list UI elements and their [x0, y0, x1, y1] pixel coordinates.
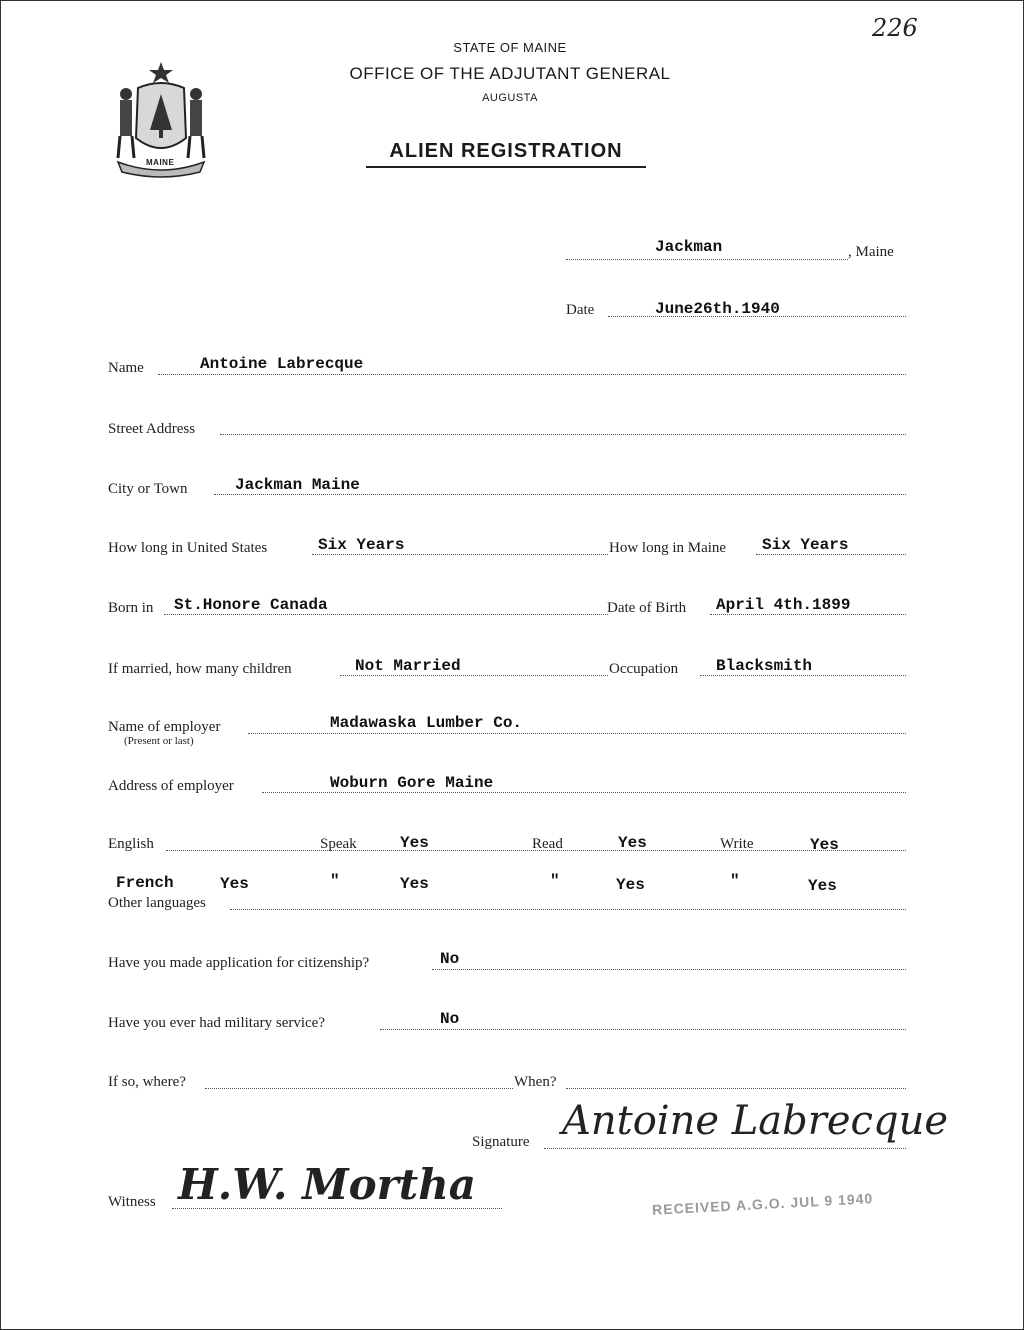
military-value: No	[440, 1010, 460, 1028]
citizenship-line	[432, 969, 906, 970]
name-line	[158, 374, 906, 375]
employer-label: Name of employer	[108, 719, 221, 735]
when-line	[566, 1088, 906, 1089]
citizenship-label: Have you made application for citizenship?	[108, 955, 370, 971]
name-value: Antoine Labrecque	[200, 355, 364, 373]
header-state: STATE OF MAINE	[453, 40, 567, 55]
where-line	[205, 1088, 513, 1089]
how-long-maine-line	[756, 554, 906, 555]
signature-line	[544, 1148, 906, 1149]
occupation-label: Occupation	[609, 661, 679, 677]
children-value: Not Married	[355, 657, 461, 675]
employer-line	[248, 733, 906, 734]
received-stamp: RECEIVED A.G.O. JUL 9 1940	[651, 1190, 874, 1218]
name-label: Name	[108, 360, 144, 376]
other-write-value: Yes	[808, 877, 837, 895]
military-line	[380, 1029, 906, 1030]
speak-label: Speak	[320, 836, 357, 852]
employer-value: Madawaska Lumber Co.	[330, 714, 523, 732]
witness-value: H.W. Mortha	[178, 1160, 476, 1209]
street-label: Street Address	[108, 421, 196, 437]
other-read-value: Yes	[616, 876, 645, 894]
english-write-value: Yes	[810, 836, 839, 854]
occupation-value: Blacksmith	[716, 657, 813, 675]
ditto-mark-3: "	[730, 872, 740, 890]
english-label: English	[108, 836, 154, 852]
how-long-us-line	[312, 554, 608, 555]
citizenship-value: No	[440, 950, 460, 968]
occupation-line	[700, 675, 906, 676]
page-number: 226	[872, 14, 918, 42]
other-languages-label: Other languages	[108, 895, 206, 911]
ditto-mark-2: "	[550, 872, 560, 890]
employer-sublabel: (Present or last)	[124, 735, 194, 747]
date-label: Date	[566, 302, 595, 318]
english-read-value: Yes	[618, 834, 647, 852]
other-language-name: French	[116, 874, 174, 892]
form-title: ALIEN REGISTRATION	[389, 140, 623, 162]
city-value: Jackman Maine	[235, 476, 360, 494]
street-line	[220, 434, 906, 435]
military-label: Have you ever had military service?	[108, 1015, 325, 1031]
other-speak-repeat-value: Yes	[400, 875, 429, 893]
children-line	[340, 675, 608, 676]
state-seal	[108, 58, 214, 178]
seal-banner-text: MAINE	[146, 158, 175, 167]
other-speak-value: Yes	[220, 875, 249, 893]
read-label: Read	[532, 836, 563, 852]
born-in-line	[164, 614, 608, 615]
born-in-label: Born in	[108, 600, 154, 616]
dob-line	[710, 614, 906, 615]
dob-value: April 4th.1899	[716, 596, 851, 614]
date-value: June26th.1940	[655, 300, 780, 318]
signature-label: Signature	[472, 1134, 530, 1150]
dob-label: Date of Birth	[607, 600, 687, 616]
write-label: Write	[720, 836, 754, 852]
children-label: If married, how many children	[108, 661, 292, 677]
how-long-maine-value: Six Years	[762, 536, 849, 554]
title-underline	[366, 166, 646, 168]
city-label: City or Town	[108, 481, 188, 497]
how-long-maine-label: How long in Maine	[609, 540, 727, 556]
when-label: When?	[514, 1074, 557, 1090]
english-speak-value: Yes	[400, 834, 429, 852]
employer-address-line	[262, 792, 906, 793]
place-line	[566, 259, 848, 260]
signature-value: Antoine Labrecque	[562, 1098, 948, 1144]
place-town: Jackman	[655, 238, 723, 256]
how-long-us-label: How long in United States	[108, 540, 268, 556]
other-languages-line	[230, 909, 906, 910]
how-long-us-value: Six Years	[318, 536, 405, 554]
place-state-label: , Maine	[848, 244, 894, 260]
header-office: OFFICE OF THE ADJUTANT GENERAL	[349, 64, 671, 83]
born-in-value: St.Honore Canada	[174, 596, 328, 614]
employer-address-value: Woburn Gore Maine	[330, 774, 494, 792]
where-label: If so, where?	[108, 1074, 186, 1090]
city-line	[214, 494, 906, 495]
employer-address-label: Address of employer	[108, 778, 234, 794]
header-city: AUGUSTA	[482, 92, 538, 104]
witness-label: Witness	[108, 1194, 156, 1210]
ditto-mark-1: "	[330, 872, 340, 890]
